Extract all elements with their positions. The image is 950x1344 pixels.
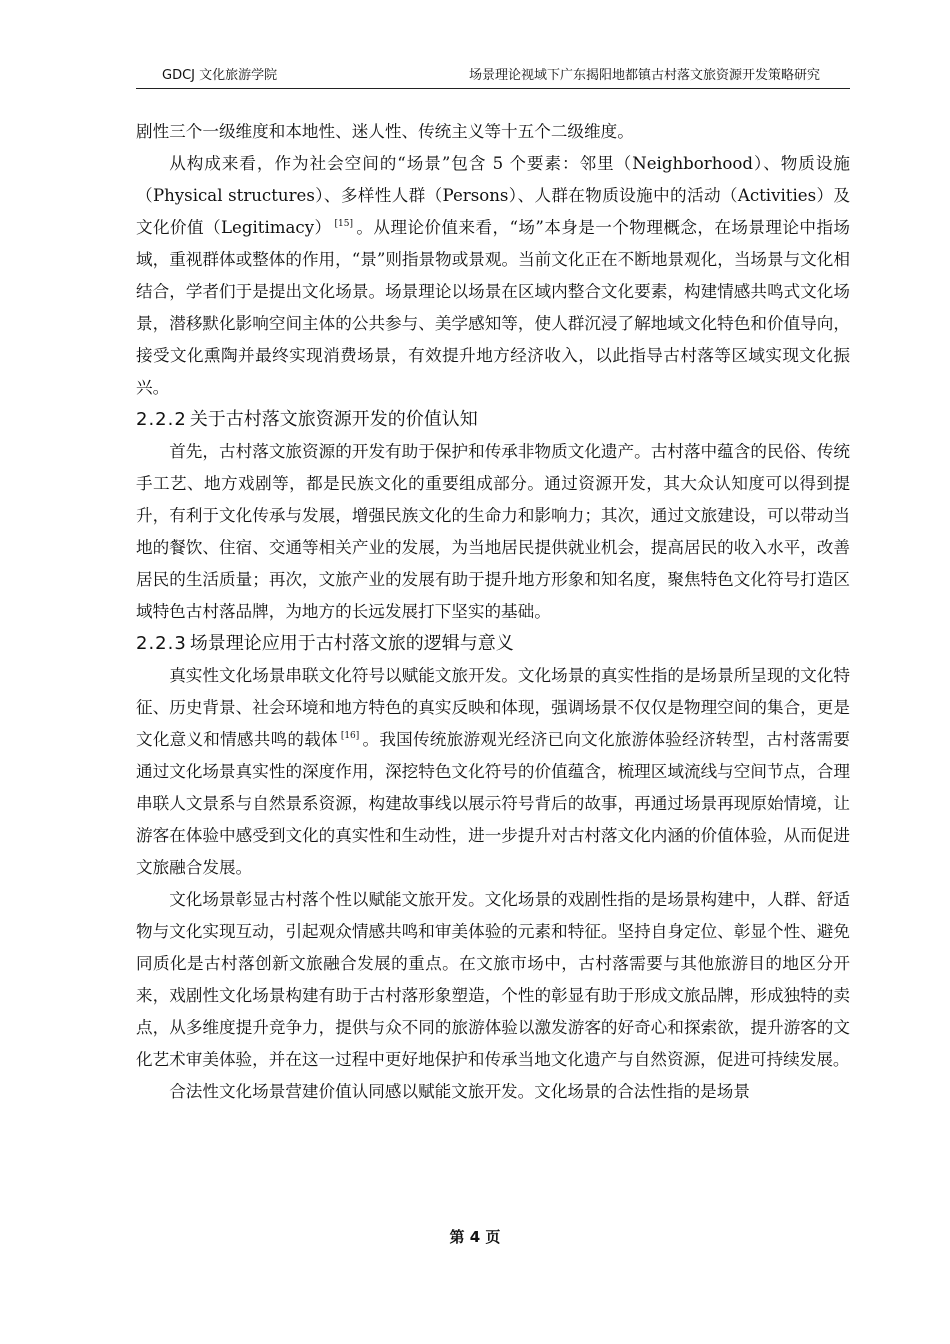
section-heading-2-2-2 xyxy=(136,404,850,436)
paragraph-text: 从构成来看，作为社会空间的“场景”包含 5 个要素：邻里（Neighborhood）、物质设施（Physical structures）、多样性人群（Persons）、人群在物质设施中的活动（Activities）及文化价值（Legitimacy） xyxy=(136,154,850,237)
paragraph-legitimacy: 合法性文化场景营建价值认同感以赋能文旅开发。文化场景的合法性指的是场景 xyxy=(169,1082,750,1101)
body-text xyxy=(136,116,850,1108)
header-institution: GDCJ 文化旅游学院 xyxy=(162,68,278,83)
paragraph-continuation: 剧性三个一级维度和本地性、迷人性、传统主义等十五个二级维度。 xyxy=(136,122,634,141)
paragraph-authenticity xyxy=(136,660,850,884)
header-paper-title: 场景理论视域下广东揭阳地都镇古村落文旅资源开发策略研究 xyxy=(468,68,820,83)
paragraph-text: 。我国传统旅游观光经济已向文化旅游体验经济转型，古村落需要通过文化场景真实性的深度作用，深挖特色文化符号的价值蕴含，梳理区域流线与空间节点，合理串联人文景系与自然景系资源，构建故事线以展示符号背后的故事，再通过场景再现原始情境，让游客在体验中感受到文化的真实性和生动性，进一步提升对古村落文化内涵的价值体验，从而促进文旅融合发展。 xyxy=(136,730,851,877)
paragraph-text: 。从理论价值来看，“场”本身是一个物理概念，在场景理论中指场域，重视群体或整体的作用，“景”则指景物或景观。当前文化正在不断地景观化，当场景与文化相结合，学者们于是提出文化场景。场景理论以场景在区域内整合文化要素，构建情感共鸣式文化场景，潜移默化影响空间主体的公共参与、美学感知等，使人群沉浸了解地域文化特色和价值导向，接受文化熏陶并最终实现消费场景，有效提升地方经济收入，以此指导古村落等区域实现文化振兴。 xyxy=(136,218,850,397)
section-heading-2-2-3 xyxy=(136,628,850,660)
section-number: 2.2.2 xyxy=(136,409,187,430)
section-title: 关于古村落文旅资源开发的价值认知 xyxy=(189,409,478,430)
paragraph-value-cognition: 首先，古村落文旅资源的开发有助于保护和传承非物质文化遗产。古村落中蕴含的民俗、传统手工艺、地方戏剧等，都是民族文化的重要组成部分。通过资源开发，其大众认知度可以得到提升，有利于文化传承与发展，增强民族文化的生命力和影响力；其次，通过文旅建设，可以带动当地的餐饮、住宿、交通等相关产业的发展，为当地居民提供就业机会，提高居民的收入水平，改善居民的生活质量；再次，文旅产业的发展有助于提升地方形象和知名度，聚焦特色文化符号打造区域特色古村落品牌，为地方的长远发展打下坚实的基础。 xyxy=(136,442,850,621)
paragraph-text: 真实性文化场景串联文化符号以赋能文旅开发。文化场景的真实性指的是场景所呈现的文化特征、历史背景、社会环境和地方特色的真实反映和体现，强调场景不仅仅是物理空间的集合，更是文化意义和情感共鸣的载体 xyxy=(136,666,850,749)
paragraph-scene-elements xyxy=(136,148,850,404)
section-title: 场景理论应用于古村落文旅的逻辑与意义 xyxy=(189,633,514,654)
citation-16: [16] xyxy=(340,731,360,741)
paragraph-theatricality: 文化场景彰显古村落个性以赋能文旅开发。文化场景的戏剧性指的是场景构建中，人群、舒适物与文化实现互动，引起观众情感共鸣和审美体验的元素和特征。坚持自身定位、彰显个性、避免同质化是古村落创新文旅融合发展的重点。在文旅市场中，古村落需要与其他旅游目的地区分开来，戏剧性文化场景构建有助于古村落形象塑造，个性的彰显有助于形成文旅品牌，形成独特的卖点，从多维度提升竞争力，提供与众不同的旅游体验以激发游客的好奇心和探索欲，提升游客的文化艺术审美体验，并在这一过程中更好地保护和传承当地文化遗产与自然资源，促进可持续发展。 xyxy=(136,890,850,1069)
section-number: 2.2.3 xyxy=(136,633,187,654)
page-number: 第 4 页 xyxy=(449,1228,501,1246)
citation-15: [15] xyxy=(334,219,353,229)
page-header xyxy=(136,66,850,89)
